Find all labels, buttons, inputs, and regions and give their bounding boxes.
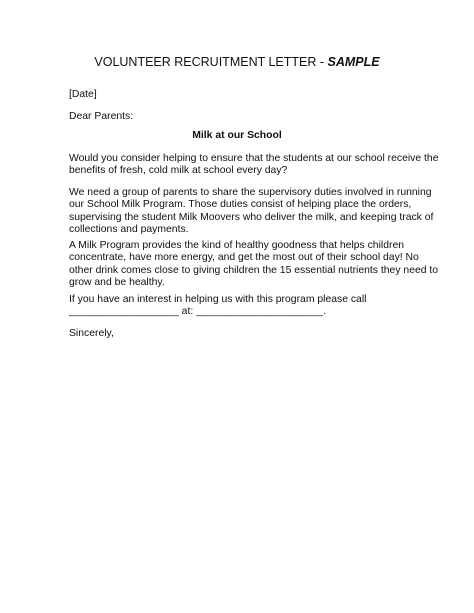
letter-subject: Milk at our School xyxy=(192,130,282,141)
paragraph-line: A Milk Program provides the kind of healthy goodness that helps children xyxy=(69,240,404,251)
letter-date: [Date] xyxy=(69,89,97,100)
paragraph-line: our School Milk Program. Those duties consist of helping place the orders, xyxy=(69,199,412,211)
paragraph-line: We need a group of parents to share the supervisory duties involved in running xyxy=(69,187,432,198)
paragraph-2 xyxy=(69,187,434,236)
letter-title-main: VOLUNTEER RECRUITMENT LETTER - xyxy=(94,55,328,69)
paragraph-line: concentrate, have more energy, and get the most out of their school day! No xyxy=(69,252,419,264)
letter-title-sample: SAMPLE xyxy=(327,55,380,69)
paragraph-line: collections and payments. xyxy=(69,223,189,235)
paragraph-line: grow and be healthy. xyxy=(69,276,165,288)
paragraph-4 xyxy=(69,294,409,319)
paragraph-line: other drink comes close to giving children the 15 essential nutrients they need to xyxy=(69,264,439,276)
letter-salutation: Dear Parents: xyxy=(69,111,134,122)
paragraph-line: If you have an interest in helping us with this program please call xyxy=(69,294,367,305)
paragraph-line: supervising the student Milk Moovers who deliver the milk, and keeping track of xyxy=(69,211,434,223)
paragraph-3 xyxy=(69,240,439,289)
letter-title xyxy=(0,55,474,69)
paragraph-line: benefits of fresh, cold milk at school every day? xyxy=(69,165,288,177)
paragraph-line: ___________________ at: ______________________. xyxy=(69,306,327,318)
paragraph-1 xyxy=(69,153,439,178)
letter-closing: Sincerely, xyxy=(69,328,114,339)
paragraph-line: Would you consider helping to ensure that the students at our school receive the xyxy=(69,153,439,164)
